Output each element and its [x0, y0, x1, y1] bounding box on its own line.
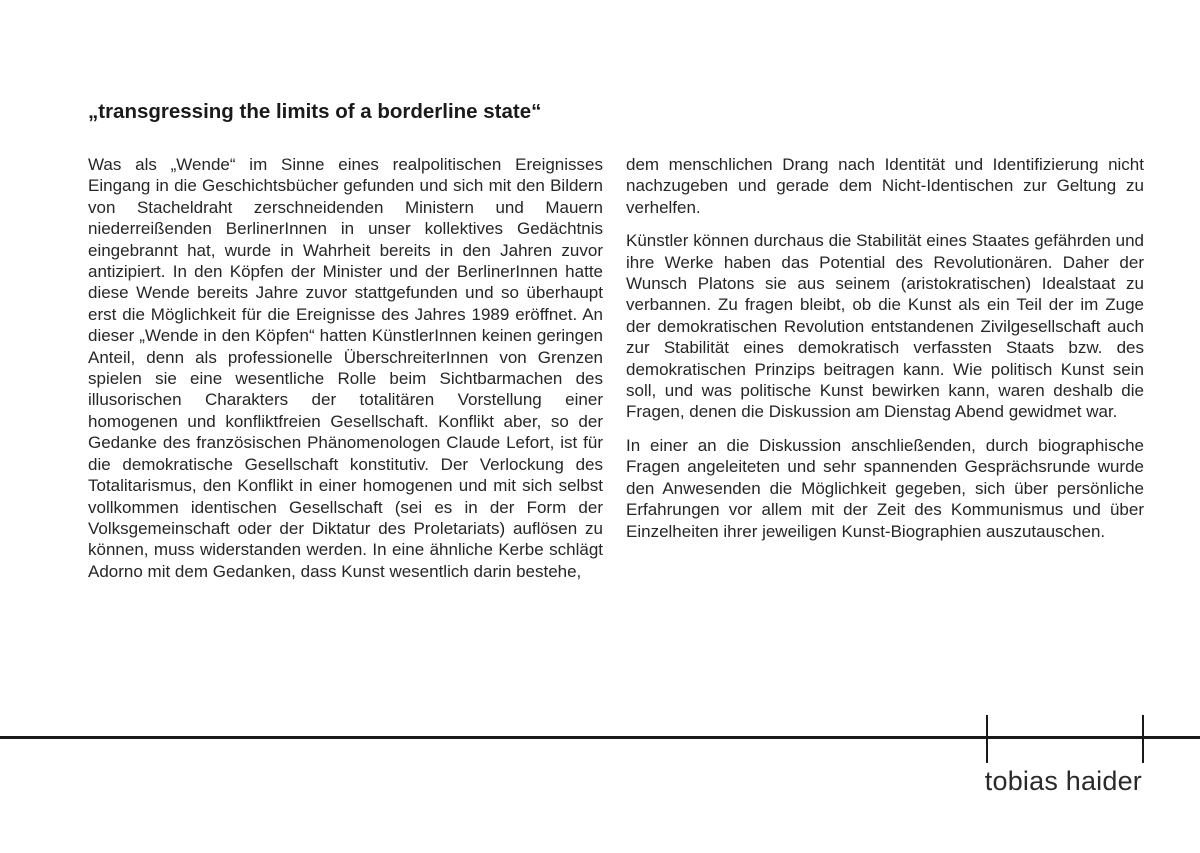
- right-text-column: [626, 154, 1144, 554]
- paragraph: dem menschlichen Drang nach Identität und Identifizierung nicht nachzugeben und gerade dem Nicht-Identischen zur Geltung zu verhelfen.: [626, 155, 1144, 217]
- left-text-column: [88, 154, 603, 594]
- paragraph: Was als „Wende“ im Sinne eines realpolitischen Ereignisses Eingang in die Geschichtsbücher gefunden und sich mit den Bildern von Stacheldraht zerschneidenden Ministern und Mauern niederreißenden BerlinerInnen in unser kollektives Gedächtnis eingebrannt hat, wurde in Wahrheit bereits in den Jahren zuvor antizipiert. In den Köpfen der Minister und der BerlinerInnen hatte diese Wende bereits Jahre zuvor stattgefunden und so überhaupt erst die Möglichkeit für die Ereignisse des Jahres 1989 eröffnet. An dieser „Wende in den Köpfen“ hatten KünstlerInnen keinen geringen Anteil, denn als professionelle ÜberschreiterInnen von Grenzen spielen sie eine wesentliche Rolle beim Sichtbarmachen des illusorischen Charakters der totalitären Vorstellung einer homogenen und konfliktfreien Gesellschaft. Konflikt aber, so der Gedanke des französischen Phänomenologen Claude Lefort, ist für die demokratische Gesellschaft konstitutiv. Der Verlockung des Totalitarismus, den Konflikt in einer homogenen und mit sich selbst vollkommen identischen Gesellschaft (sei es in der Form der Volksgemeinschaft oder der Diktatur des Proletariats) auflösen zu können, muss widerstanden werden. In eine ähnliche Kerbe schlägt Adorno mit dem Gedanken, dass Kunst wesentlich darin bestehe,: [88, 155, 603, 581]
- footer-tick-left: [986, 715, 988, 763]
- article-title: „transgressing the limits of a borderline state“: [88, 100, 542, 123]
- author-name: tobias haider: [984, 766, 1142, 796]
- paragraph: Künstler können durchaus die Stabilität eines Staates gefährden und ihre Werke haben das Potential des Revolutionären. Daher der Wunsch Platons sie aus seinem (aristokratischen) Idealstaat zu verbannen. Zu fragen bleibt, ob die Kunst als ein Teil der im Zuge der demokratischen Revolution entstandenen Zivilgesellschaft auch zur Stabilität eines demokratisch verfassten Staats bzw. des demokratischen Prinzips beitragen kann. Wie politisch Kunst sein soll, und was politische Kunst bewirken kann, waren deshalb die Fragen, denen die Diskussion am Dienstag Abend gewidmet war.: [626, 231, 1144, 422]
- footer-tick-right: [1142, 715, 1144, 763]
- footer-rule: [0, 736, 1200, 739]
- paragraph: In einer an die Diskussion anschließenden, durch biographische Fragen angeleiteten und sehr spannenden Gesprächsrunde wurde den Anwesenden die Möglichkeit gegeben, sich über persönliche Erfahrungen vor allem mit der Zeit des Kommunismus und über Einzelheiten ihrer jeweiligen Kunst-Biographien auszutauschen.: [626, 435, 1144, 541]
